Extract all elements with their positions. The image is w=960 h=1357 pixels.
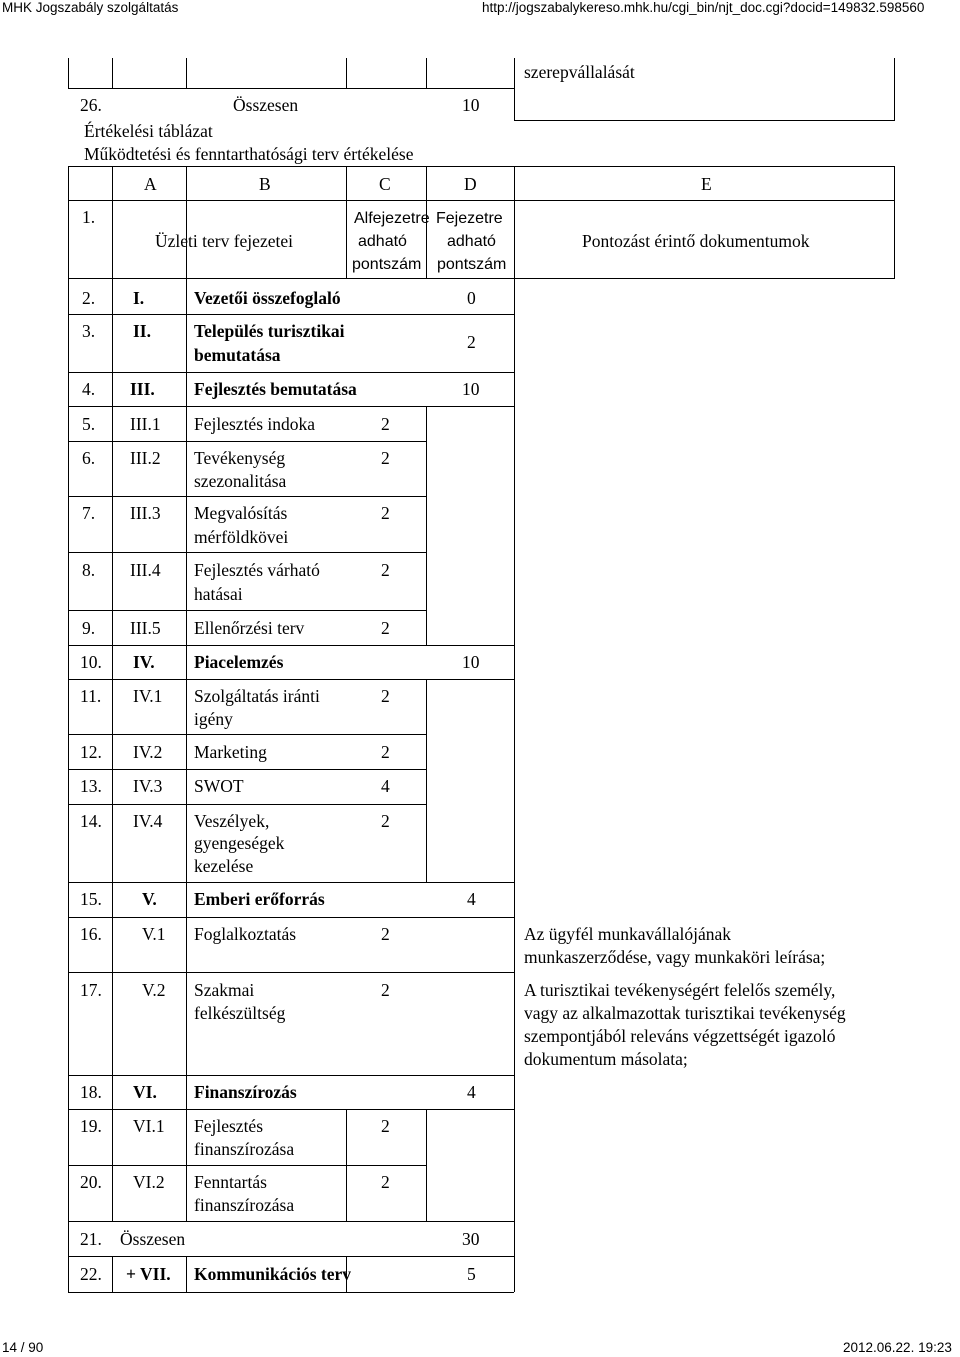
row-points: 2 [381,448,390,468]
row-title: Finanszírozás [194,1082,297,1102]
row-title: Marketing [194,742,267,762]
row-documents: Az ügyfél munkavállalójának [524,924,732,944]
table-subtitle: Működtetési és fenntarthatósági terv értékelése [84,144,414,164]
row-num: 3. [82,321,96,341]
row-title: bemutatása [194,345,281,365]
row-num: 12. [80,742,102,762]
total-label: Összesen [233,95,299,115]
row-title: hatásai [194,584,243,604]
col-letter-b: B [259,174,271,194]
row-code: + VII. [126,1264,171,1284]
browser-header-url: http://jogszabalykereso.mhk.hu/cgi_bin/njt_doc.cgi?docid=149832.598560 [482,0,925,15]
row-title: Fenntartás [194,1172,267,1192]
row-code: IV. [133,652,155,672]
header-chapter-points-1: Fejezetre [436,210,503,227]
row-num: 14. [80,811,102,831]
row-title: Megvalósítás [194,503,288,523]
row-points: 2 [381,560,390,580]
row-title: finanszírozása [194,1195,295,1215]
row-points: 10 [462,379,480,399]
row-code: IV.3 [133,776,163,796]
cont-text: szerepvállalását [524,62,635,82]
row-title: Vezetői összefoglaló [194,288,341,308]
row-code: VI. [133,1082,157,1102]
row-total-label: Összesen [120,1229,186,1249]
row-title: igény [194,709,233,729]
total-num: 26. [80,95,102,115]
row-points: 2 [381,1116,390,1136]
row-documents: szempontjából releváns végzettségét igazoló [524,1026,836,1046]
row-num: 8. [82,560,96,580]
row-code: VI.2 [133,1172,165,1192]
header-num: 1. [82,207,96,227]
row-title: gyengeségek [194,833,285,853]
row-points: 2 [381,924,390,944]
row-num: 15. [80,889,102,909]
row-title: szezonalitása [194,471,287,491]
row-title: kezelése [194,856,254,876]
header-chapters: Üzleti terv fejezetei [155,231,293,251]
browser-header-title: MHK Jogszabály szolgáltatás [2,0,179,15]
row-title: Kommunikációs terv [194,1264,352,1284]
row-code: IV.4 [133,811,163,831]
header-sub-points-1: Alfejezetre [354,210,430,227]
col-letter-a: A [144,174,157,194]
row-title: Szakmai [194,980,255,1000]
row-title: Szolgáltatás iránti [194,686,320,706]
row-code: III.3 [130,503,161,523]
row-code: III. [130,379,155,399]
row-title: Fejlesztés [194,1116,264,1136]
print-timestamp: 2012.06.22. 19:23 [843,1340,952,1355]
row-code: V.2 [142,980,166,1000]
header-documents: Pontozást érintő dokumentumok [582,231,810,251]
row-title: felkészültség [194,1003,286,1023]
header-chapter-points-3: pontszám [437,256,507,273]
row-code: III.4 [130,560,161,580]
row-documents: vagy az alkalmazottak turisztikai tevékenység [524,1003,846,1023]
row-points: 2 [381,1172,390,1192]
header-chapter-points-2: adható [447,233,496,250]
row-title: Fejlesztés várható [194,560,320,580]
row-points: 4 [467,1082,476,1102]
total-value: 10 [462,95,480,115]
row-points: 2 [381,980,390,1000]
row-num: 7. [82,503,96,523]
row-title: Emberi erőforrás [194,889,325,909]
row-code: IV.2 [133,742,163,762]
row-num: 20. [80,1172,102,1192]
row-num: 4. [82,379,96,399]
row-documents: A turisztikai tevékenységért felelős személy, [524,980,836,1000]
row-code: II. [133,321,151,341]
row-num: 6. [82,448,96,468]
col-letter-e: E [701,174,712,194]
row-title: Foglalkoztatás [194,924,297,944]
row-title: SWOT [194,776,244,796]
row-title: mérföldkövei [194,527,289,547]
row-points: 4 [467,889,476,909]
col-letter-d: D [464,174,477,194]
row-points: 5 [467,1264,476,1284]
row-num: 11. [80,686,102,706]
header-sub-points-2: adható [358,233,407,250]
row-points: 2 [381,414,390,434]
header-sub-points-3: pontszám [352,256,422,273]
row-points: 2 [467,332,476,352]
row-num: 17. [80,980,102,1000]
row-title: Veszélyek, [194,811,270,831]
row-code: III.5 [130,618,161,638]
row-num: 18. [80,1082,102,1102]
row-code: III.1 [130,414,161,434]
row-title: Piacelemzés [194,652,284,672]
row-num: 5. [82,414,96,434]
row-points: 2 [381,811,390,831]
row-points: 2 [381,503,390,523]
row-points: 2 [381,618,390,638]
row-points: 2 [381,686,390,706]
row-num: 2. [82,288,96,308]
row-code: I. [133,288,145,308]
row-points: 10 [462,652,480,672]
row-documents: munkaszerződése, vagy munkaköri leírása; [524,947,826,967]
row-points: 30 [462,1229,480,1249]
row-code: VI.1 [133,1116,165,1136]
row-title: Fejlesztés indoka [194,414,316,434]
row-code: V.1 [142,924,166,944]
row-num: 9. [82,618,96,638]
table-title: Értékelési táblázat [84,121,213,141]
row-documents: dokumentum másolata; [524,1049,688,1069]
row-points: 4 [381,776,390,796]
row-num: 16. [80,924,102,944]
row-num: 10. [80,652,102,672]
row-code: III.2 [130,448,161,468]
page-counter: 14 / 90 [2,1340,44,1355]
row-title: Ellenőrzési terv [194,618,305,638]
row-points: 0 [467,288,476,308]
row-code: IV.1 [133,686,163,706]
row-points: 2 [381,742,390,762]
row-title: Tevékenység [194,448,286,468]
row-title: finanszírozása [194,1139,295,1159]
row-code: V. [142,889,157,909]
row-title: Település turisztikai [194,321,345,341]
row-title: Fejlesztés bemutatása [194,379,357,399]
row-num: 13. [80,776,102,796]
row-num: 19. [80,1116,102,1136]
col-letter-c: C [379,174,391,194]
row-num: 21. [80,1229,102,1249]
row-num: 22. [80,1264,102,1284]
